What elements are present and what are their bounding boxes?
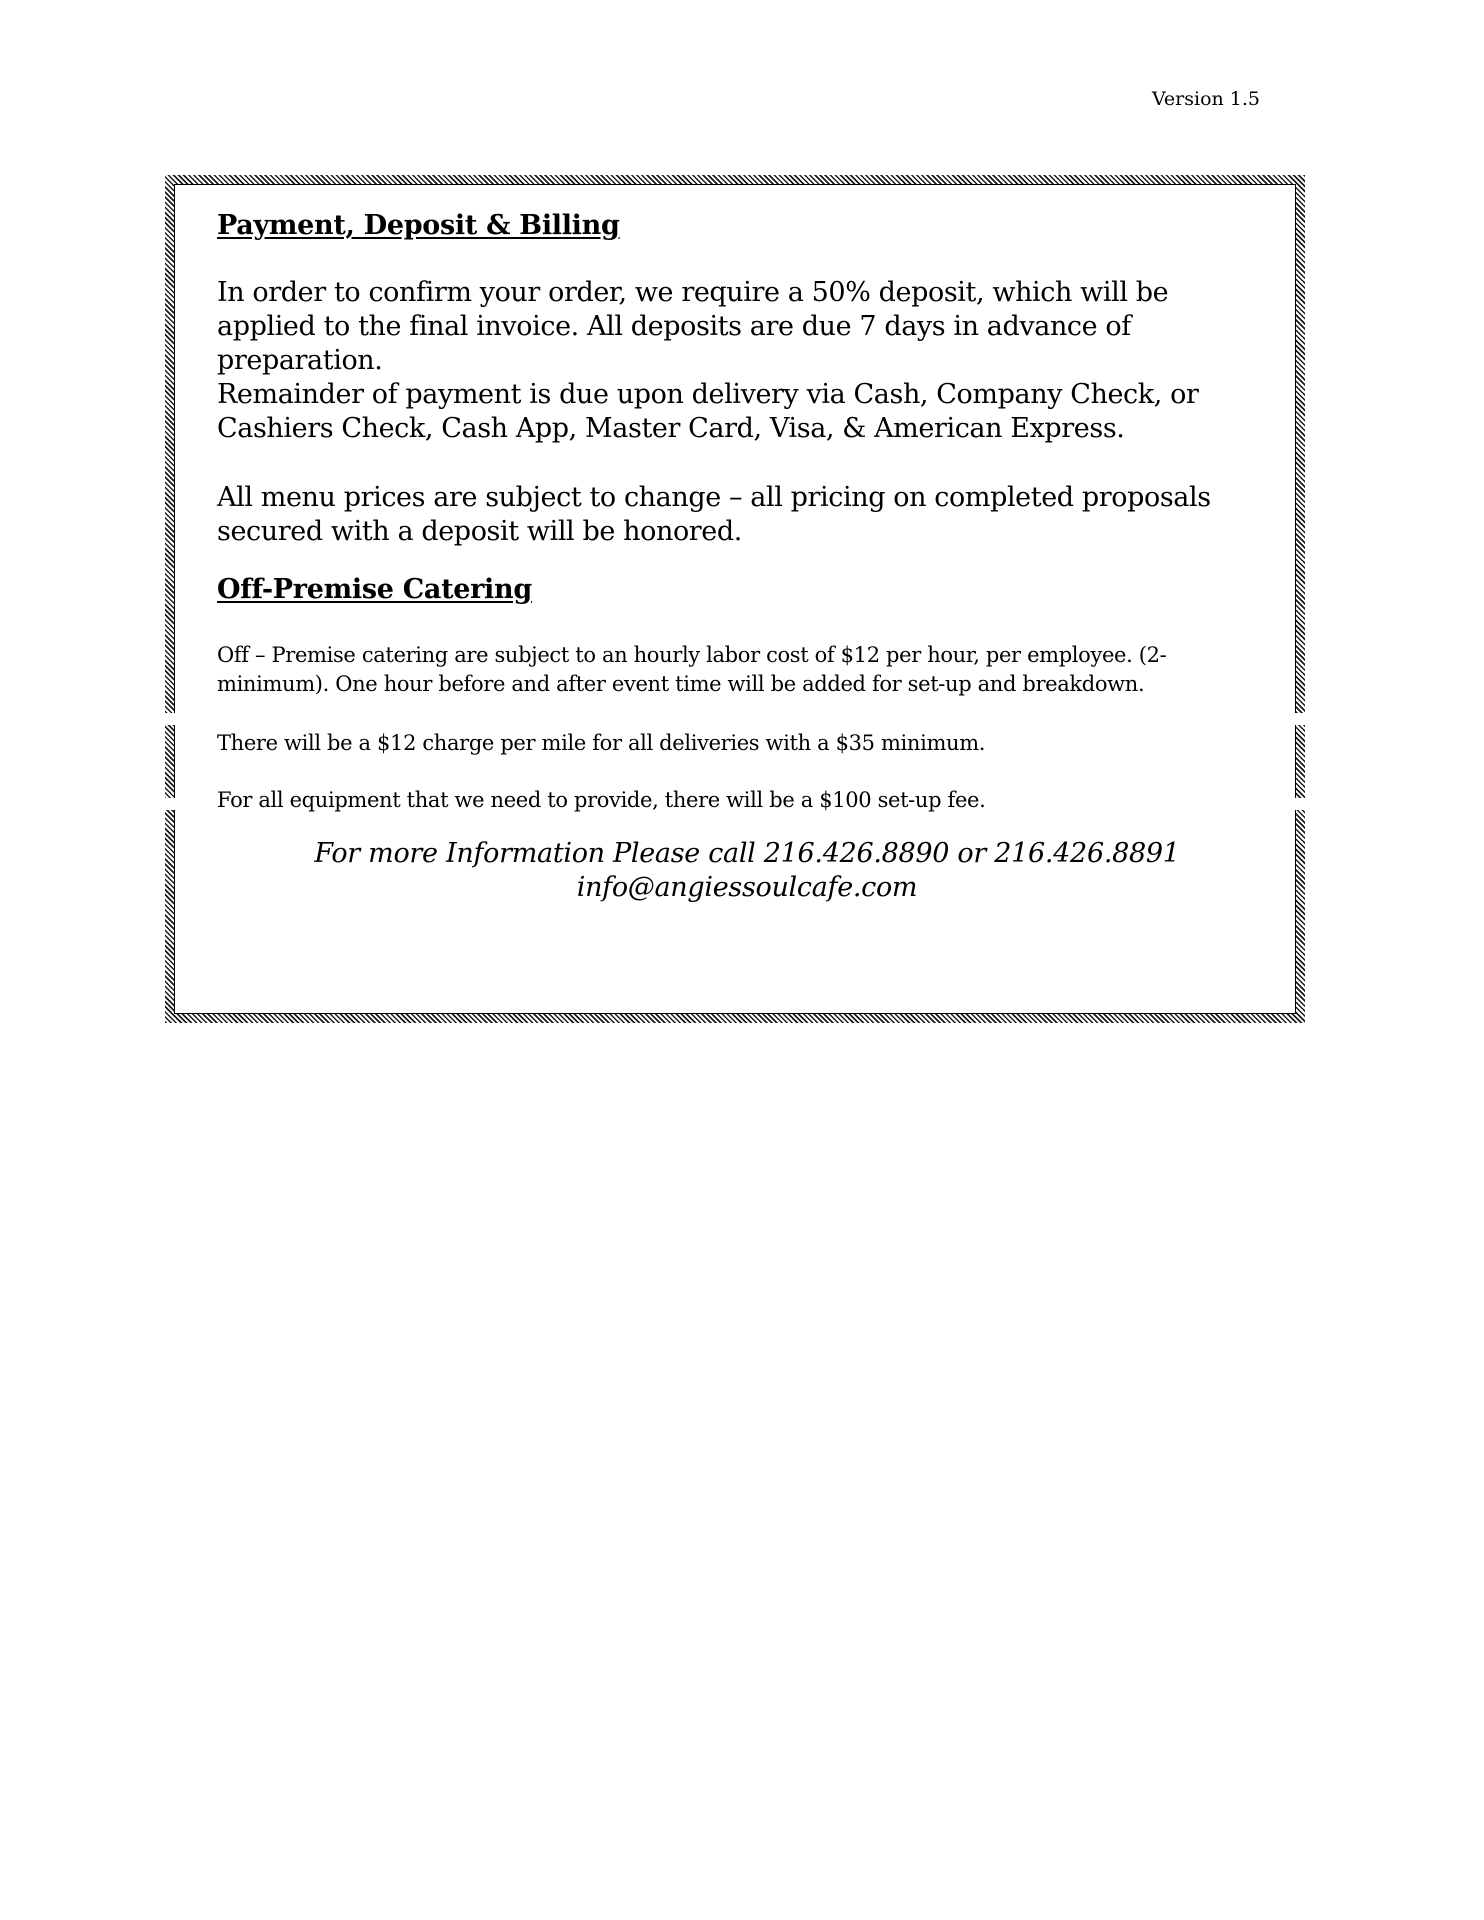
- contact-email-line: info@angiessoulcafe.com: [576, 872, 918, 903]
- payment-deposit-paragraph: In order to confirm your order, we require a 50% deposit, which will be applied to the final invoice. All deposits are due 7 days in advance of preparation.: [217, 277, 1169, 376]
- version-label: Version 1.5: [1151, 88, 1260, 110]
- border-gap-left-2: [162, 798, 176, 810]
- catering-equipment-paragraph: For all equipment that we need to provide, there will be a $100 set-up fee.: [217, 788, 986, 812]
- border-gap-left-1: [162, 713, 176, 725]
- catering-section-title: Off-Premise Catering: [217, 574, 532, 605]
- catering-labor-paragraph: Off – Premise catering are subject to an hourly labor cost of $12 per hour, per employee. (2-minimum). One hour before and after event time will be added for set-up and breakdown.: [217, 643, 1167, 696]
- contact-phone-line: For more Information Please call 216.426.8890 or 216.426.8891: [314, 838, 1180, 869]
- border-gap-right-1: [1294, 713, 1308, 725]
- payment-prices-paragraph: All menu prices are subject to change – all pricing on completed proposals secured with a deposit will be honored.: [217, 482, 1211, 547]
- catering-delivery-paragraph: There will be a $12 charge per mile for all deliveries with a $35 minimum.: [217, 731, 986, 755]
- border-gap-right-2: [1294, 798, 1308, 810]
- payment-remainder-paragraph: Remainder of payment is due upon delivery via Cash, Company Check, or Cashiers Check, Cash App, Master Card, Visa, & American Express.: [217, 379, 1199, 444]
- payment-section-title: Payment, Deposit & Billing: [217, 210, 620, 241]
